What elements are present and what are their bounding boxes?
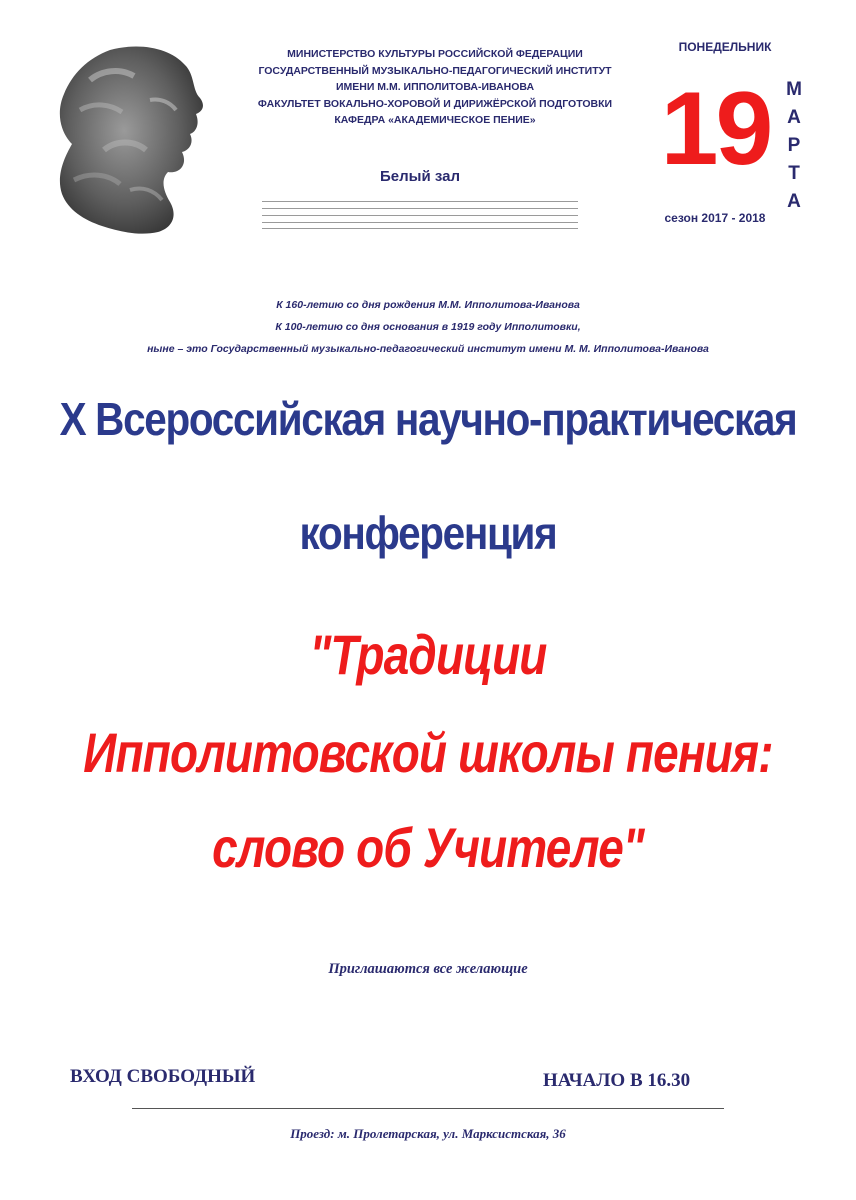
theme-line-3: слово об Учителе" <box>212 816 644 879</box>
header-line: КАФЕДРА «АКАДЕМИЧЕСКОЕ ПЕНИЕ» <box>334 114 536 126</box>
theme-line-1: "Традиции <box>309 623 547 686</box>
conference-title-line-1: X Всероссийская научно-практическая <box>59 393 797 445</box>
month-letter: А <box>787 191 801 212</box>
footer-divider <box>132 1108 724 1109</box>
start-time: НАЧАЛО В 16.30 <box>543 1070 691 1091</box>
free-entry-label: ВХОД СВОБОДНЫЙ <box>70 1066 256 1087</box>
day-number: 19 <box>660 71 771 187</box>
header-line: ФАКУЛЬТЕТ ВОКАЛЬНО-ХОРОВОЙ И ДИРИЖЁРСКОЙ ПОДГОТОВКИ <box>257 97 613 110</box>
month-letter: Р <box>787 135 801 156</box>
header-line: ГОСУДАРСТВЕННЫЙ МУЗЫКАЛЬНО-ПЕДАГОГИЧЕСКИЙ ИНСТИТУТ <box>258 64 612 77</box>
season: сезон 2017 - 2018 <box>664 211 766 225</box>
music-staff-lines <box>262 201 578 229</box>
dedication-line: ныне – это Государственный музыкально-педагогический институт имени М. М. Ипполитова-Иванова <box>147 343 709 355</box>
dedication-line: К 160-летию со дня рождения М.М. Ипполитова-Иванова <box>276 299 580 311</box>
month-letter: Т <box>788 163 800 184</box>
month-letter: А <box>787 107 801 128</box>
invitation-text: Приглашаются все желающие <box>328 961 528 977</box>
institution-header <box>225 46 645 129</box>
month-letter: М <box>786 79 802 100</box>
dedication-line: К 100-летию со дня основания в 1919 году Ипполитовки, <box>275 321 581 333</box>
weekday: ПОНЕДЕЛЬНИК <box>678 40 772 54</box>
directions-address: Проезд: м. Пролетарская, ул. Марксистская, 36 <box>290 1126 566 1141</box>
dedication <box>40 294 816 360</box>
conference-title-line-2: конференция <box>299 507 557 559</box>
header-line: ИМЕНИ М.М. ИППОЛИТОВА-ИВАНОВА <box>335 81 535 93</box>
month-vertical <box>782 76 806 216</box>
hall-name: Белый зал <box>380 168 460 185</box>
composer-portrait-image <box>50 40 220 240</box>
theme-line-2: Ипполитовской школы пения: <box>83 721 773 784</box>
header-line: МИНИСТЕРСТВО КУЛЬТУРЫ РОССИЙСКОЙ ФЕДЕРАЦИИ <box>287 48 583 60</box>
